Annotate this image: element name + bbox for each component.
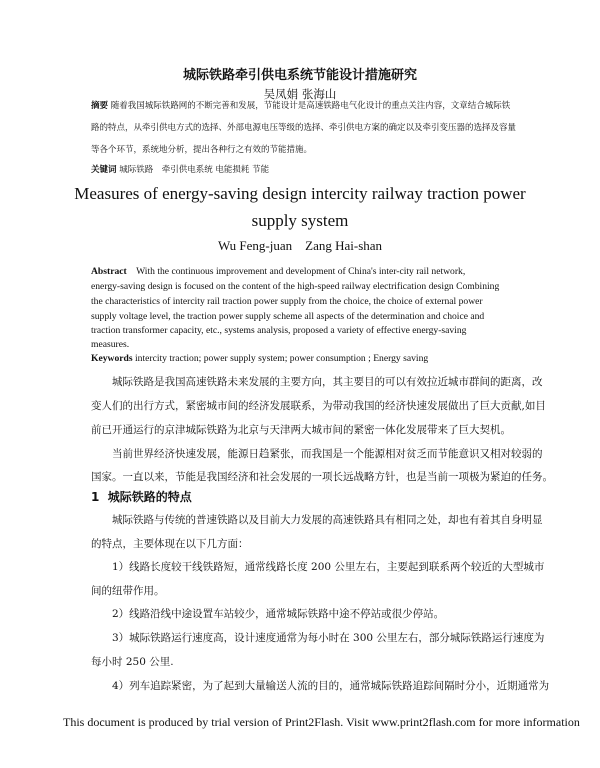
text: 城际铁路 牵引供电系统 电能损耗 节能	[119, 165, 270, 175]
body-line: 变人们的出行方式，紧密城市间的经济发展联系，为带动我国的经济快速发展做出了巨大贡献,如目	[91, 400, 546, 412]
chinese-abstract-line: 路的特点，从牵引供电方式的选择、外部电源电压等级的选择、牵引供电方案的确定以及牵引变压器的选择及容量	[91, 123, 517, 133]
body-line: 前已开通运行的京津城际铁路为北京与天津两大城市间的紧密一体化发展带来了巨大契机。	[91, 424, 511, 436]
chinese-authors: 吴凤娟 张海山	[263, 87, 337, 101]
english-abstract-line: supply voltage level, the traction power supply scheme all aspects of the determination and choice and	[91, 311, 485, 322]
english-authors: Wu Feng-juan Zang Hai-shan	[217, 238, 383, 253]
body-line: 城际铁路与传统的普速铁路以及目前大力发展的高速铁路具有相同之处，却也有着其自身明显	[112, 514, 543, 526]
body-line: 2）线路沿线中途设置车站较少，通常城际铁路中途不停站或很少停站。	[112, 608, 445, 620]
body-line: 的特点，主要体现在以下几方面：	[91, 538, 249, 550]
body-line: 4）列车追踪紧密，为了起到大量输送人流的目的，通常城际铁路追踪间隔时分小，近期通常为	[112, 680, 550, 692]
english-abstract-line: energy-saving design is focused on the content of the high-speed railway electrification design Combining	[91, 281, 500, 292]
chinese-abstract-label: 摘要	[91, 101, 109, 111]
english-abstract-label: Abstract	[91, 266, 127, 277]
body-line: 国家。一直以来，节能是我国经济和社会发展的一项长远战略方针，也是当前一项极为紧迫的任务。	[91, 471, 553, 483]
text: 随着我国城际铁路网的不断完善和发展，节能设计是高速铁路电气化设计的重点关注内容，文章结合城际铁	[110, 101, 511, 111]
english-title-line: supply system	[251, 211, 349, 230]
body-line: 1）线路长度较干线铁路短，通常线路长度 200 公里左右，主要起到联系两个较近的大型城市	[112, 561, 545, 573]
english-abstract-line: the characteristics of intercity rail traction power supply from the choice, the choice of external power	[91, 296, 483, 307]
chinese-keywords-label: 关键词	[91, 165, 117, 175]
body-line: 每小时 250 公里.	[91, 656, 174, 668]
english-keywords	[91, 353, 428, 364]
english-keywords-label: Keywords	[91, 353, 133, 364]
body-line: 3）城际铁路运行速度高，设计速度通常为每小时在 300 公里左右，部分城际铁路运行速度为	[112, 632, 545, 644]
body-line: 当前世界经济快速发展，能源日趋紧张，而我国是一个能源相对贫乏而节能意识又相对较弱的	[112, 448, 543, 460]
body-line: 城际铁路是我国高速铁路未来发展的主要方向，其主要目的可以有效拉近城市群间的距离，改	[112, 376, 543, 388]
body-line: 间的纽带作用。	[91, 585, 165, 597]
chinese-keywords	[91, 163, 269, 175]
trial-footer-notice: This document is produced by trial version of Print2Flash. Visit www.print2flash.com for more information	[63, 715, 580, 729]
english-abstract-line	[91, 266, 465, 277]
section-heading: 1 城际铁路的特点	[91, 490, 192, 504]
text: intercity traction; power supply system; power consumption ; Energy saving	[134, 353, 429, 364]
english-abstract-line: traction transformer capacity, etc., systems analysis, proposed a variety of effective energy-saving	[91, 325, 467, 336]
english-title-line: Measures of energy-saving design intercity railway traction power	[74, 184, 526, 203]
chinese-abstract-line: 等各个环节，系统地分析，提出各种行之有效的节能措施。	[91, 145, 313, 155]
text: With the continuous improvement and development of China's inter-city rail network,	[136, 266, 466, 277]
chinese-abstract-line	[91, 99, 510, 111]
chinese-title: 城际铁路牵引供电系统节能设计措施研究	[182, 68, 417, 83]
english-abstract-line: measures.	[91, 339, 130, 350]
